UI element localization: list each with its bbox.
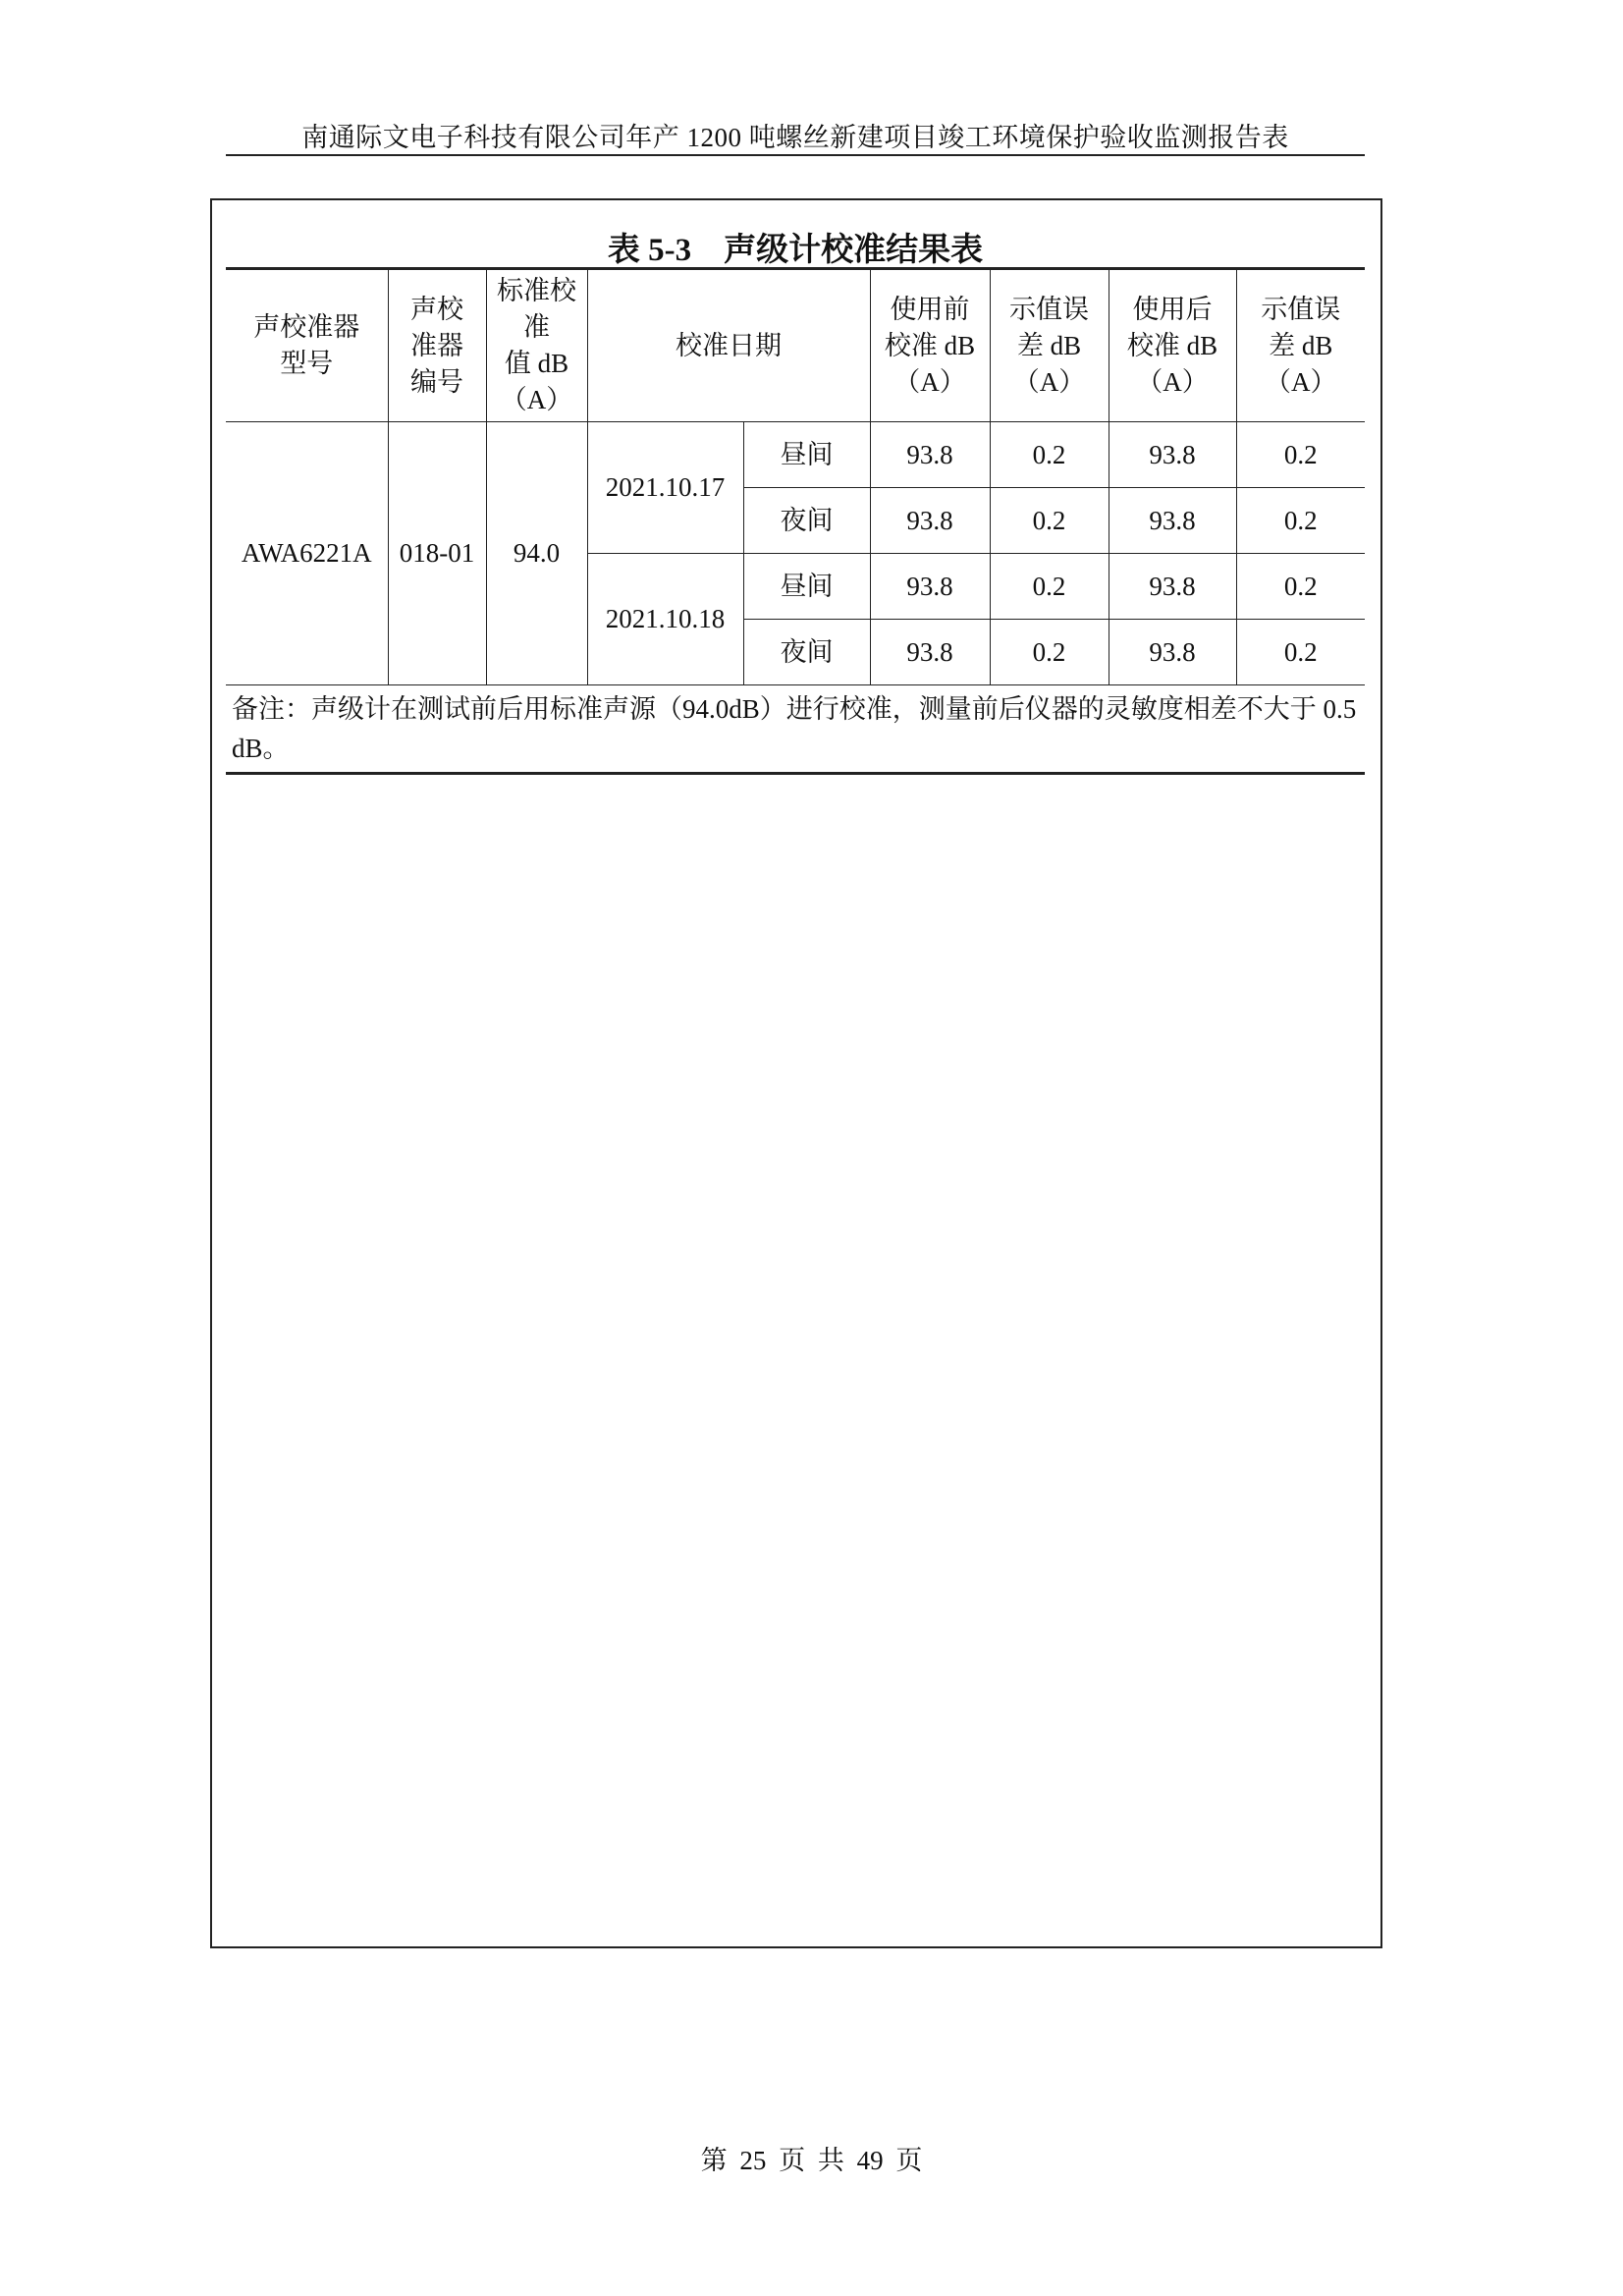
cell-error-before: 0.2 [990, 488, 1109, 554]
cell-period: 夜间 [743, 620, 870, 685]
cell-model: AWA6221A [226, 422, 388, 685]
page-number: 第 25 页 共 49 页 [700, 2146, 923, 2175]
cell-before: 93.8 [870, 422, 990, 488]
cell-date: 2021.10.18 [587, 554, 743, 685]
cell-after: 93.8 [1109, 554, 1236, 620]
col-header-before: 使用前 校准 dB （A） [870, 269, 990, 422]
table-note: 备注：声级计在测试前后用标准声源（94.0dB）进行校准，测量前后仪器的灵敏度相差不大于 0.5 dB。 [226, 685, 1365, 774]
cell-error-after: 0.2 [1236, 488, 1365, 554]
cell-after: 93.8 [1109, 620, 1236, 685]
cell-error-before: 0.2 [990, 422, 1109, 488]
calibration-table [226, 267, 1365, 775]
cell-after: 93.8 [1109, 488, 1236, 554]
table-header-row [226, 269, 1365, 422]
cell-error-before: 0.2 [990, 620, 1109, 685]
header-rule [226, 154, 1365, 156]
cell-before: 93.8 [870, 488, 990, 554]
cell-period: 昼间 [743, 422, 870, 488]
cell-error-before: 0.2 [990, 554, 1109, 620]
table-row [226, 422, 1365, 488]
cell-period: 夜间 [743, 488, 870, 554]
page-header: 南通际文电子科技有限公司年产 1200 吨螺丝新建项目竣工环境保护验收监测报告表 [301, 123, 1289, 152]
cell-standard-value: 94.0 [486, 422, 587, 685]
cell-before: 93.8 [870, 620, 990, 685]
cell-date: 2021.10.17 [587, 422, 743, 554]
col-header-date: 校准日期 [587, 269, 870, 422]
cell-after: 93.8 [1109, 422, 1236, 488]
cell-error-after: 0.2 [1236, 422, 1365, 488]
table-title: 表 5-3 声级计校准结果表 [607, 233, 984, 268]
col-header-error-after: 示值误 差 dB （A） [1236, 269, 1365, 422]
table-note-row [226, 685, 1365, 774]
cell-error-after: 0.2 [1236, 554, 1365, 620]
cell-before: 93.8 [870, 554, 990, 620]
col-header-standard-value: 标准校 准 值 dB （A） [486, 269, 587, 422]
cell-period: 昼间 [743, 554, 870, 620]
col-header-after: 使用后 校准 dB （A） [1109, 269, 1236, 422]
col-header-serial: 声校 准器 编号 [388, 269, 486, 422]
col-header-error-before: 示值误 差 dB （A） [990, 269, 1109, 422]
col-header-model: 声校准器 型号 [226, 269, 388, 422]
cell-error-after: 0.2 [1236, 620, 1365, 685]
cell-serial: 018-01 [388, 422, 486, 685]
